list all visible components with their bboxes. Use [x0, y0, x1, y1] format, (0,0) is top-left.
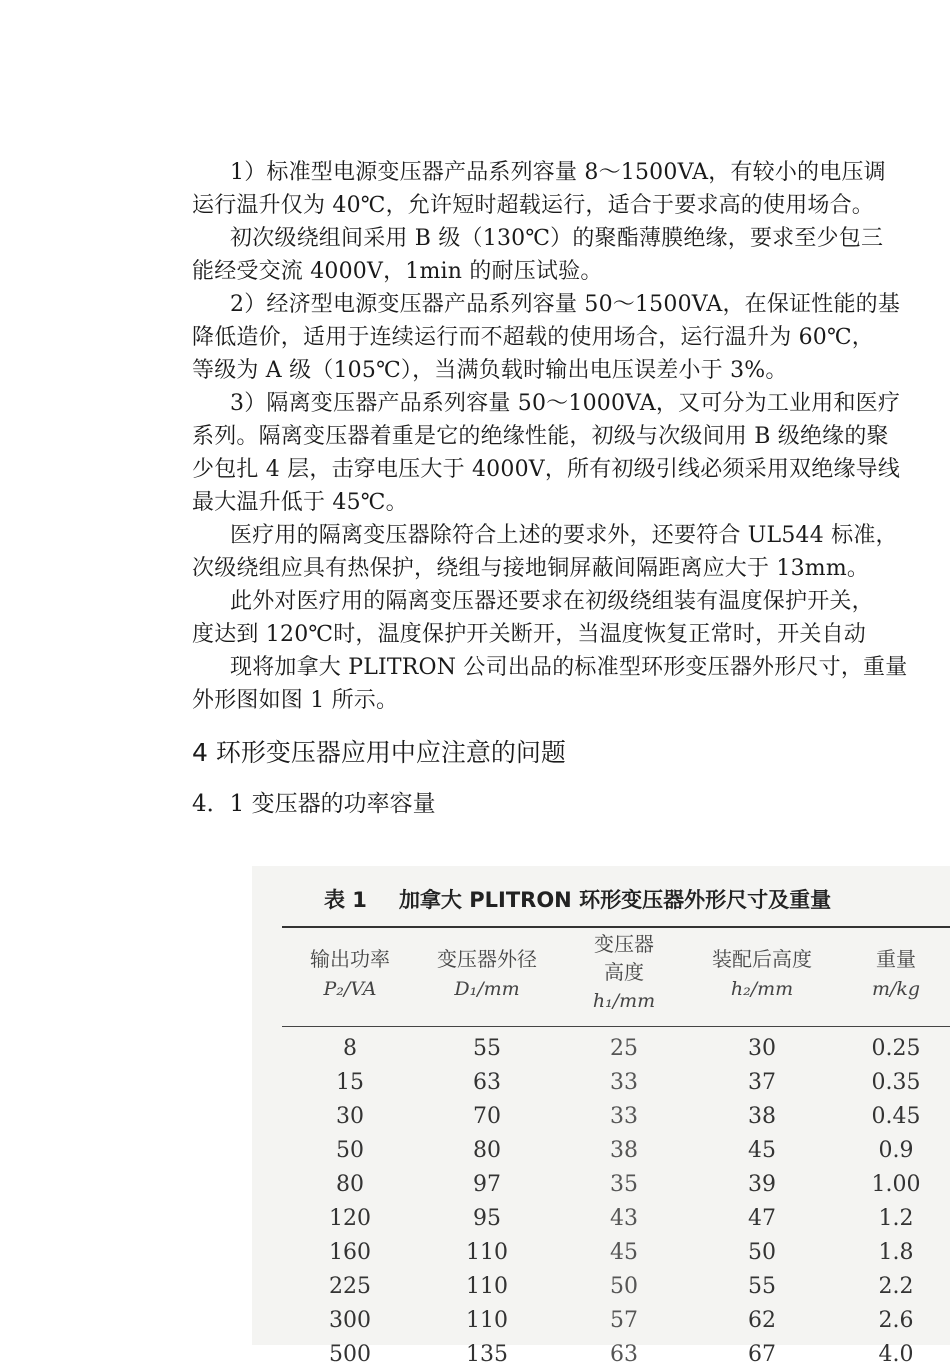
- outer-diameter-cell: 95: [473, 1206, 501, 1231]
- table-row: [252, 1338, 950, 1372]
- text-line: 系列。隔离变压器着重是它的绝缘性能，初级与次级间用 B 级绝缘的聚: [192, 424, 889, 449]
- text-line: 初次级绕组间采用 B 级（130℃）的聚酯薄膜绝缘，要求至少包三: [230, 226, 884, 251]
- header-weight: 重量 m/kg: [871, 947, 921, 1000]
- text-line: 度达到 120℃时，温度保护开关断开，当温度恢复正常时，开关自动: [192, 622, 866, 647]
- power-cell: 300: [329, 1308, 371, 1333]
- weight-cell: 0.25: [871, 1036, 921, 1061]
- outer-diameter-cell: 135: [466, 1342, 508, 1367]
- assembled-height-cell: 47: [748, 1206, 776, 1231]
- table-row: [252, 1202, 950, 1236]
- header-outer-diameter: 变压器外径 D₁/mm: [437, 947, 537, 1000]
- table-row: [252, 1032, 950, 1066]
- weight-cell: 0.35: [871, 1070, 921, 1095]
- header-transformer-height: 变压器 高度 h₁/mm: [592, 932, 656, 1012]
- table-header: [252, 930, 950, 1024]
- outer-diameter-cell: 110: [466, 1274, 508, 1299]
- text-line: 最大温升低于 45℃。: [192, 490, 408, 515]
- header-output-power: 输出功率 P₂/VA: [310, 947, 390, 1000]
- body-text: [192, 156, 950, 717]
- text-line: 外形图如图 1 所示。: [192, 688, 399, 713]
- power-cell: 500: [329, 1342, 371, 1367]
- weight-cell: 1.8: [878, 1240, 914, 1265]
- height-cell: 25: [610, 1036, 638, 1061]
- text-line: 此外对医疗用的隔离变压器还要求在初级绕组装有温度保护开关，: [230, 589, 874, 614]
- text-line: 运行温升仅为 40℃，允许短时超载运行，适合于要求高的使用场合。: [192, 193, 874, 218]
- table-header-rule: [282, 1026, 950, 1027]
- text-line: 降低造价，适用于连续运行而不超载的使用场合，运行温升为 60℃，: [192, 325, 874, 350]
- outer-diameter-cell: 110: [466, 1240, 508, 1265]
- outer-diameter-cell: 63: [473, 1070, 501, 1095]
- table-top-rule: [282, 926, 950, 928]
- weight-cell: 0.45: [871, 1104, 921, 1129]
- text-line: 次级绕组应具有热保护，绕组与接地铜屏蔽间隔距离应大于 13mm。: [192, 556, 870, 581]
- assembled-height-cell: 62: [748, 1308, 776, 1333]
- text-line: 现将加拿大 PLITRON 公司出品的标准型环形变压器外形尺寸，重量: [230, 655, 908, 680]
- text-line: 能经受交流 4000V，1min 的耐压试验。: [192, 259, 603, 284]
- subsection-heading: 4．1 变压器的功率容量: [192, 791, 436, 817]
- weight-cell: 0.9: [878, 1138, 914, 1163]
- height-cell: 57: [610, 1308, 638, 1333]
- outer-diameter-cell: 97: [473, 1172, 501, 1197]
- table-body: [252, 1032, 950, 1372]
- table-row: [252, 1304, 950, 1338]
- table-row: [252, 1066, 950, 1100]
- table-caption-title: 加拿大 PLITRON 环形变压器外形尺寸及重量: [398, 888, 832, 912]
- outer-diameter-cell: 55: [473, 1036, 501, 1061]
- table-caption: [324, 884, 831, 914]
- table-caption-number: 表 1: [324, 888, 367, 912]
- table-row: [252, 1270, 950, 1304]
- section-heading: 4 环形变压器应用中应注意的问题: [192, 738, 566, 767]
- height-cell: 33: [610, 1070, 638, 1095]
- height-cell: 35: [610, 1172, 638, 1197]
- assembled-height-cell: 39: [748, 1172, 776, 1197]
- text-line: 医疗用的隔离变压器除符合上述的要求外，还要符合 UL544 标准，: [230, 523, 898, 548]
- weight-cell: 1.00: [871, 1172, 921, 1197]
- weight-cell: 2.6: [878, 1308, 914, 1333]
- text-line: 少包扎 4 层，击穿电压大于 4000V，所有初级引线必须采用双绝缘导线: [192, 457, 901, 482]
- assembled-height-cell: 55: [748, 1274, 776, 1299]
- table-row: [252, 1168, 950, 1202]
- table-figure: [252, 866, 950, 1367]
- weight-cell: 2.2: [878, 1274, 914, 1299]
- height-cell: 43: [610, 1206, 638, 1231]
- power-cell: 8: [343, 1036, 357, 1061]
- text-line: 3）隔离变压器产品系列容量 50～1000VA，又可分为工业用和医疗: [230, 391, 901, 416]
- power-cell: 160: [329, 1240, 371, 1265]
- weight-cell: 1.2: [878, 1206, 914, 1231]
- power-cell: 30: [336, 1104, 364, 1129]
- height-cell: 45: [610, 1240, 638, 1265]
- power-cell: 15: [336, 1070, 364, 1095]
- assembled-height-cell: 37: [748, 1070, 776, 1095]
- assembled-height-cell: 50: [748, 1240, 776, 1265]
- height-cell: 50: [610, 1274, 638, 1299]
- assembled-height-cell: 30: [748, 1036, 776, 1061]
- power-cell: 225: [329, 1274, 371, 1299]
- power-cell: 50: [336, 1138, 364, 1163]
- outer-diameter-cell: 80: [473, 1138, 501, 1163]
- power-cell: 80: [336, 1172, 364, 1197]
- outer-diameter-cell: 70: [473, 1104, 501, 1129]
- power-cell: 120: [329, 1206, 371, 1231]
- outer-diameter-cell: 110: [466, 1308, 508, 1333]
- table-row: [252, 1134, 950, 1168]
- height-cell: 38: [610, 1138, 638, 1163]
- assembled-height-cell: 38: [748, 1104, 776, 1129]
- height-cell: 33: [610, 1104, 638, 1129]
- text-line: 1）标准型电源变压器产品系列容量 8～1500VA，有较小的电压调: [230, 160, 886, 185]
- weight-cell: 4.0: [878, 1342, 914, 1367]
- text-line: 等级为 A 级（105℃），当满负载时输出电压误差小于 3%。: [192, 358, 788, 383]
- assembled-height-cell: 45: [748, 1138, 776, 1163]
- height-cell: 63: [610, 1342, 638, 1367]
- table-row: [252, 1236, 950, 1270]
- text-line: 2）经济型电源变压器产品系列容量 50～1500VA，在保证性能的基: [230, 292, 901, 317]
- assembled-height-cell: 67: [748, 1342, 776, 1367]
- table-row: [252, 1100, 950, 1134]
- header-assembled-height: 装配后高度 h₂/mm: [712, 947, 812, 1000]
